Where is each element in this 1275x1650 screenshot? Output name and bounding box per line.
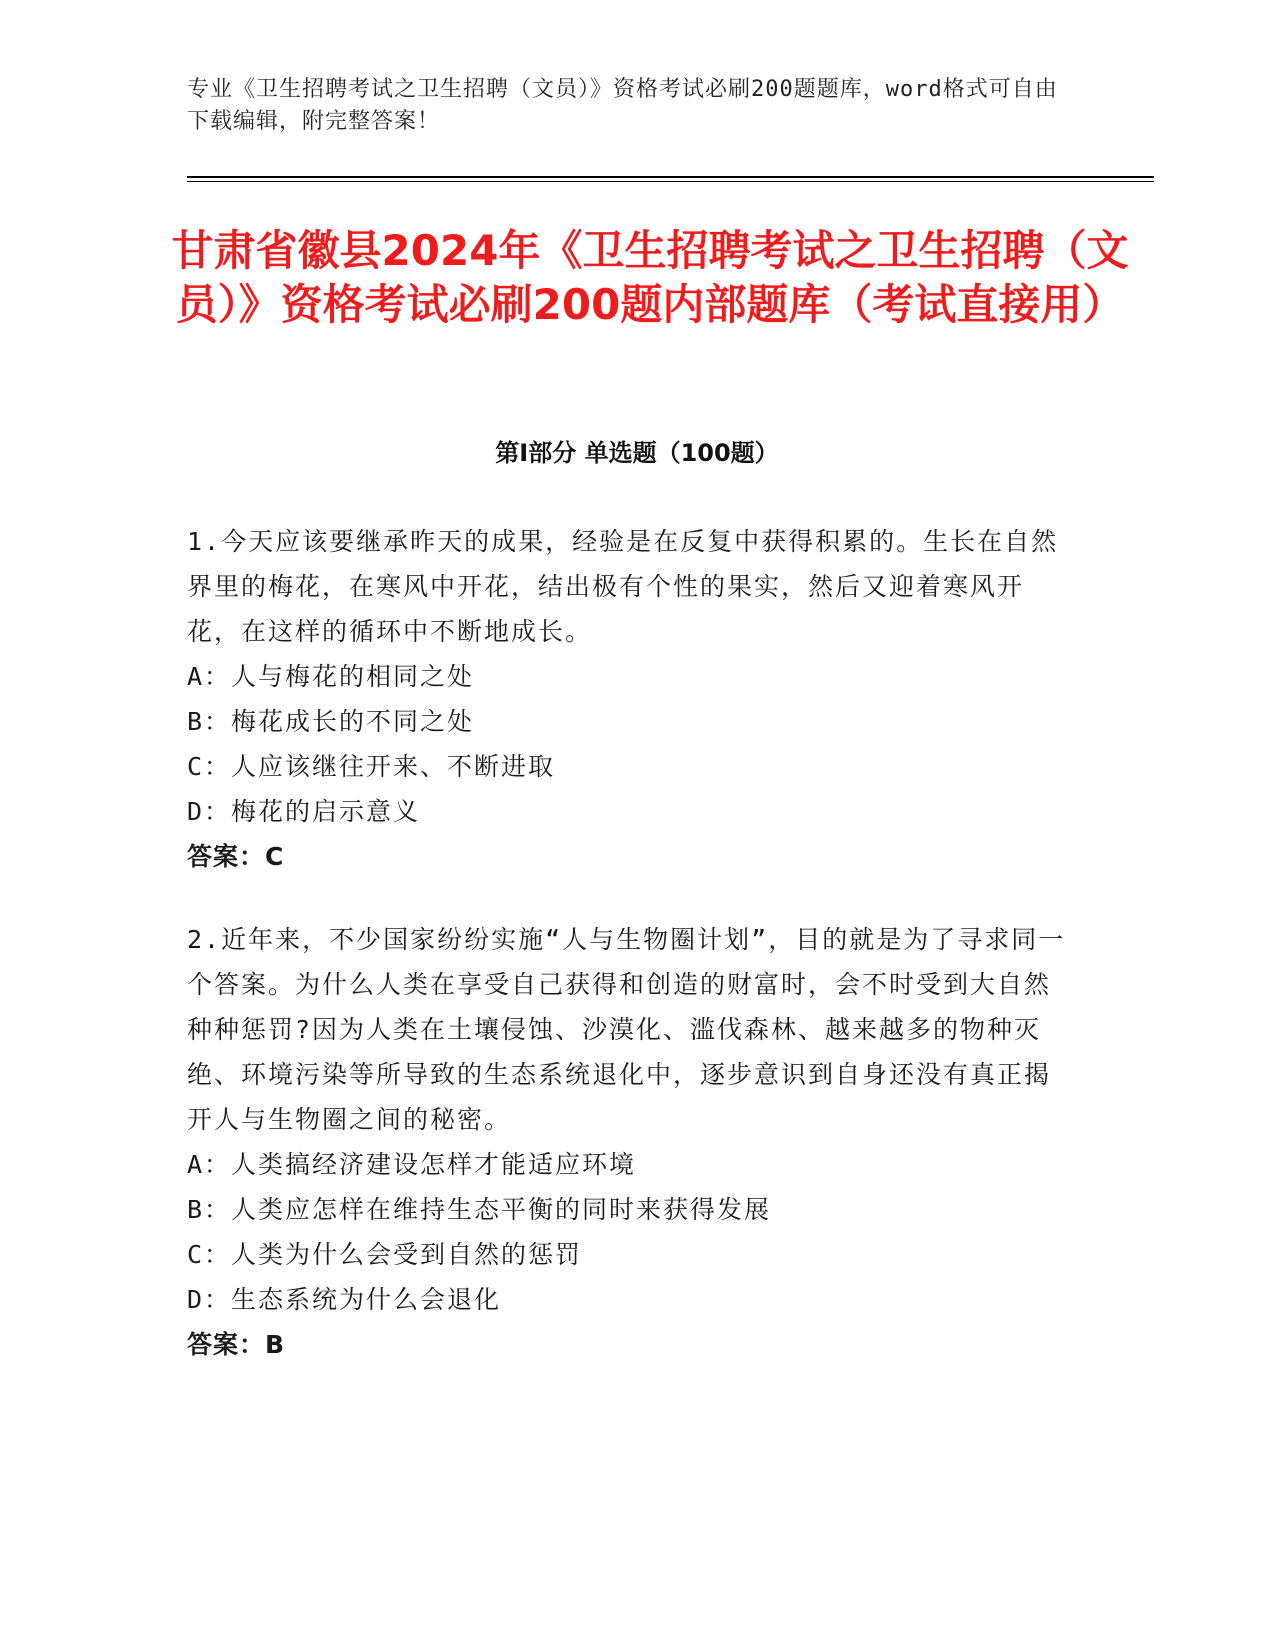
- document-title: 甘肃省徽县2024年《卫生招聘考试之卫生招聘（文员）》资格考试必刷200题内部题库（考试直接用）: [171, 226, 1129, 329]
- answer: 答案：C: [187, 842, 285, 871]
- answer: 答案：B: [187, 1330, 286, 1359]
- section-heading: 第Ⅰ部分 单选题（100题）: [495, 439, 779, 467]
- question-2: [187, 917, 1067, 1367]
- header-divider-thin: [187, 181, 1154, 182]
- option-b: B：梅花成长的不同之处: [187, 707, 475, 736]
- option-b: B：人类应怎样在维持生态平衡的同时来获得发展: [187, 1195, 772, 1224]
- header-note: 专业《卫生招聘考试之卫生招聘（文员）》资格考试必刷200题题库，word格式可自由下载编辑，附完整答案！: [187, 77, 1058, 134]
- question-1: [187, 519, 1067, 879]
- question-stem: 2.近年来，不少国家纷纷实施“人与生物圈计划”，目的就是为了寻求同一个答案。为什么人类在享受自己获得和创造的财富时，会不时受到大自然种种惩罚?因为人类在土壤侵蚀、沙漠化、滥伐森林、越来越多的物种灭绝、环境污染等所导致的生态系统退化中，逐步意识到自身还没有真正揭开人与生物圈之间的秘密。: [187, 925, 1066, 1134]
- question-stem: 1.今天应该要继承昨天的成果，经验是在反复中获得积累的。生长在自然界里的梅花，在寒风中开花，结出极有个性的果实，然后又迎着寒风开花，在这样的循环中不断地成长。: [187, 527, 1059, 646]
- option-c: C：人应该继往开来、不断进取: [187, 752, 556, 781]
- option-a: A：人类搞经济建设怎样才能适应环境: [187, 1150, 637, 1179]
- option-d: D：梅花的启示意义: [187, 797, 421, 826]
- header-divider-thick: [187, 176, 1154, 178]
- option-c: C：人类为什么会受到自然的惩罚: [187, 1240, 583, 1269]
- option-d: D：生态系统为什么会退化: [187, 1285, 502, 1314]
- option-a: A：人与梅花的相同之处: [187, 662, 475, 691]
